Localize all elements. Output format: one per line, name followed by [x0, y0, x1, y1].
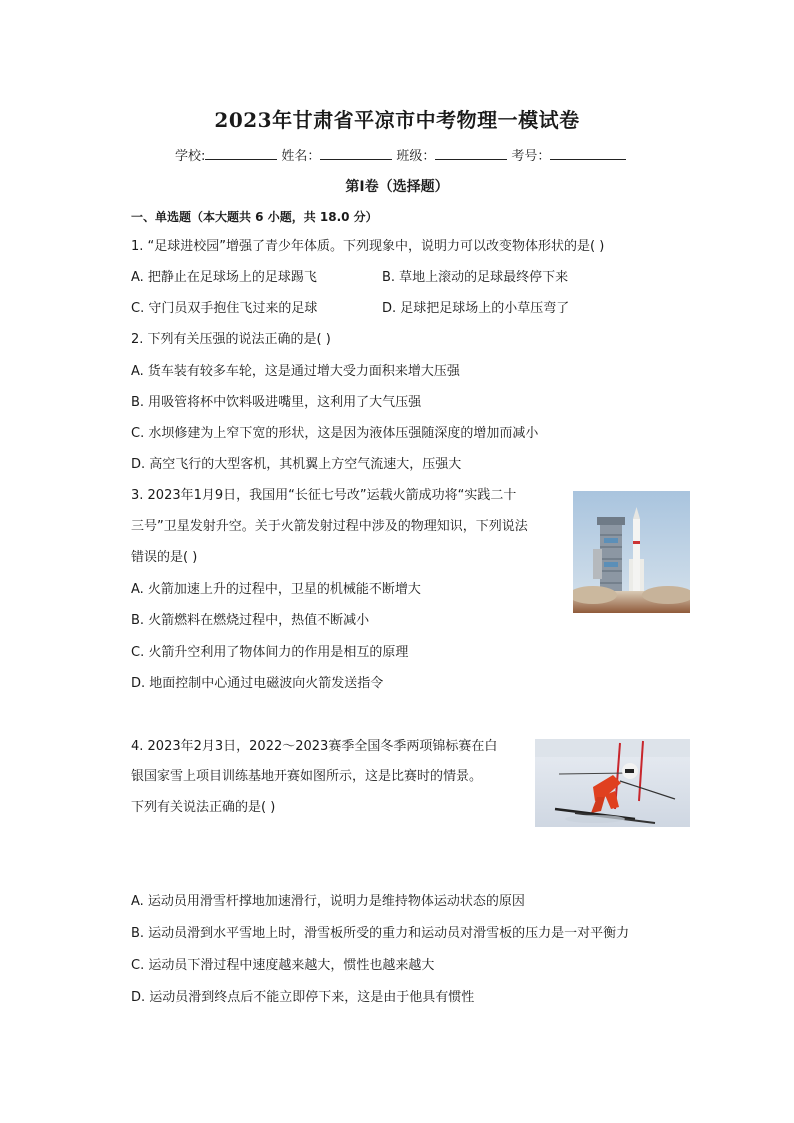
- question-2-stem: 2. 下列有关压强的说法正确的是( ): [131, 332, 331, 347]
- question-1-option-a: A. 把静止在足球场上的足球踢飞: [131, 270, 317, 285]
- class-blank[interactable]: [435, 146, 507, 160]
- question-4-stem-line-3: 下列有关说法正确的是( ): [131, 800, 276, 815]
- exam-title: 2023年甘肃省平凉市中考物理一模试卷: [214, 108, 580, 132]
- name-label: 姓名：: [281, 149, 321, 164]
- question-2-option-a: A. 货车装有较多车轮，这是通过增大受力面积来增大压强: [131, 364, 460, 379]
- number-label: 考号：: [511, 149, 551, 164]
- question-2-option-b: B. 用吸管将杯中饮料吸进嘴里，这利用了大气压强: [131, 395, 422, 410]
- number-blank[interactable]: [550, 146, 626, 160]
- question-1-option-c: C. 守门员双手抱住飞过来的足球: [131, 301, 318, 316]
- question-3-option-d: D. 地面控制中心通过电磁波向火箭发送指令: [131, 676, 384, 691]
- question-1-option-b: B. 草地上滚动的足球最终停下来: [382, 270, 569, 285]
- name-blank[interactable]: [320, 146, 392, 160]
- question-3-stem-line-2: 三号”卫星发射升空。关于火箭发射过程中涉及的物理知识，下列说法: [131, 519, 528, 534]
- question-1-stem: 1. “足球进校园”增强了青少年体质。下列现象中，说明力可以改变物体形状的是( ): [131, 239, 605, 254]
- skier-photo: [535, 739, 690, 827]
- rocket-launch-image: [573, 491, 690, 613]
- question-4-option-d: D. 运动员滑到终点后不能立即停下来，这是由于他具有惯性: [131, 990, 475, 1005]
- question-4-option-a: A. 运动员用滑雪杆撑地加速滑行，说明力是维持物体运动状态的原因: [131, 894, 525, 909]
- question-2-option-c: C. 水坝修建为上窄下宽的形状，这是因为液体压强随深度的增加而减小: [131, 426, 539, 441]
- question-2-option-d: D. 高空飞行的大型客机，其机翼上方空气流速大，压强大: [131, 457, 462, 472]
- question-3-stem-line-1: 3. 2023年1月9日，我国用“长征七号改”运载火箭成功将“实践二十: [131, 488, 517, 503]
- question-4-stem-line-2: 银国家雪上项目训练基地开赛如图所示，这是比赛时的情景。: [131, 769, 483, 784]
- skier-image: [535, 739, 690, 827]
- question-4-option-c: C. 运动员下滑过程中速度越来越大，惯性也越来越大: [131, 958, 435, 973]
- school-blank[interactable]: [205, 146, 277, 160]
- section-heading: 第I卷（选择题）: [345, 179, 449, 195]
- question-3-option-b: B. 火箭燃料在燃烧过程中，热值不断减小: [131, 613, 370, 628]
- question-3-stem-line-3: 错误的是( ): [131, 550, 198, 565]
- class-label: 班级：: [396, 149, 436, 164]
- question-4-option-b: B. 运动员滑到水平雪地上时，滑雪板所受的重力和运动员对滑雪板的压力是一对平衡力: [131, 926, 630, 941]
- question-1-option-d: D. 足球把足球场上的小草压弯了: [382, 301, 570, 316]
- school-label: 学校:: [175, 149, 206, 164]
- student-info-row: [175, 145, 630, 164]
- question-3-option-c: C. 火箭升空利用了物体间力的作用是相互的原理: [131, 645, 409, 660]
- question-4-stem-line-1: 4. 2023年2月3日，2022～2023赛季全国冬季两项锦标赛在白: [131, 739, 498, 754]
- part-heading: 一、单选题（本大题共 6 小题，共 18.0 分）: [131, 210, 378, 224]
- rocket-launch-photo: [573, 491, 690, 613]
- question-3-option-a: A. 火箭加速上升的过程中，卫星的机械能不断增大: [131, 582, 421, 597]
